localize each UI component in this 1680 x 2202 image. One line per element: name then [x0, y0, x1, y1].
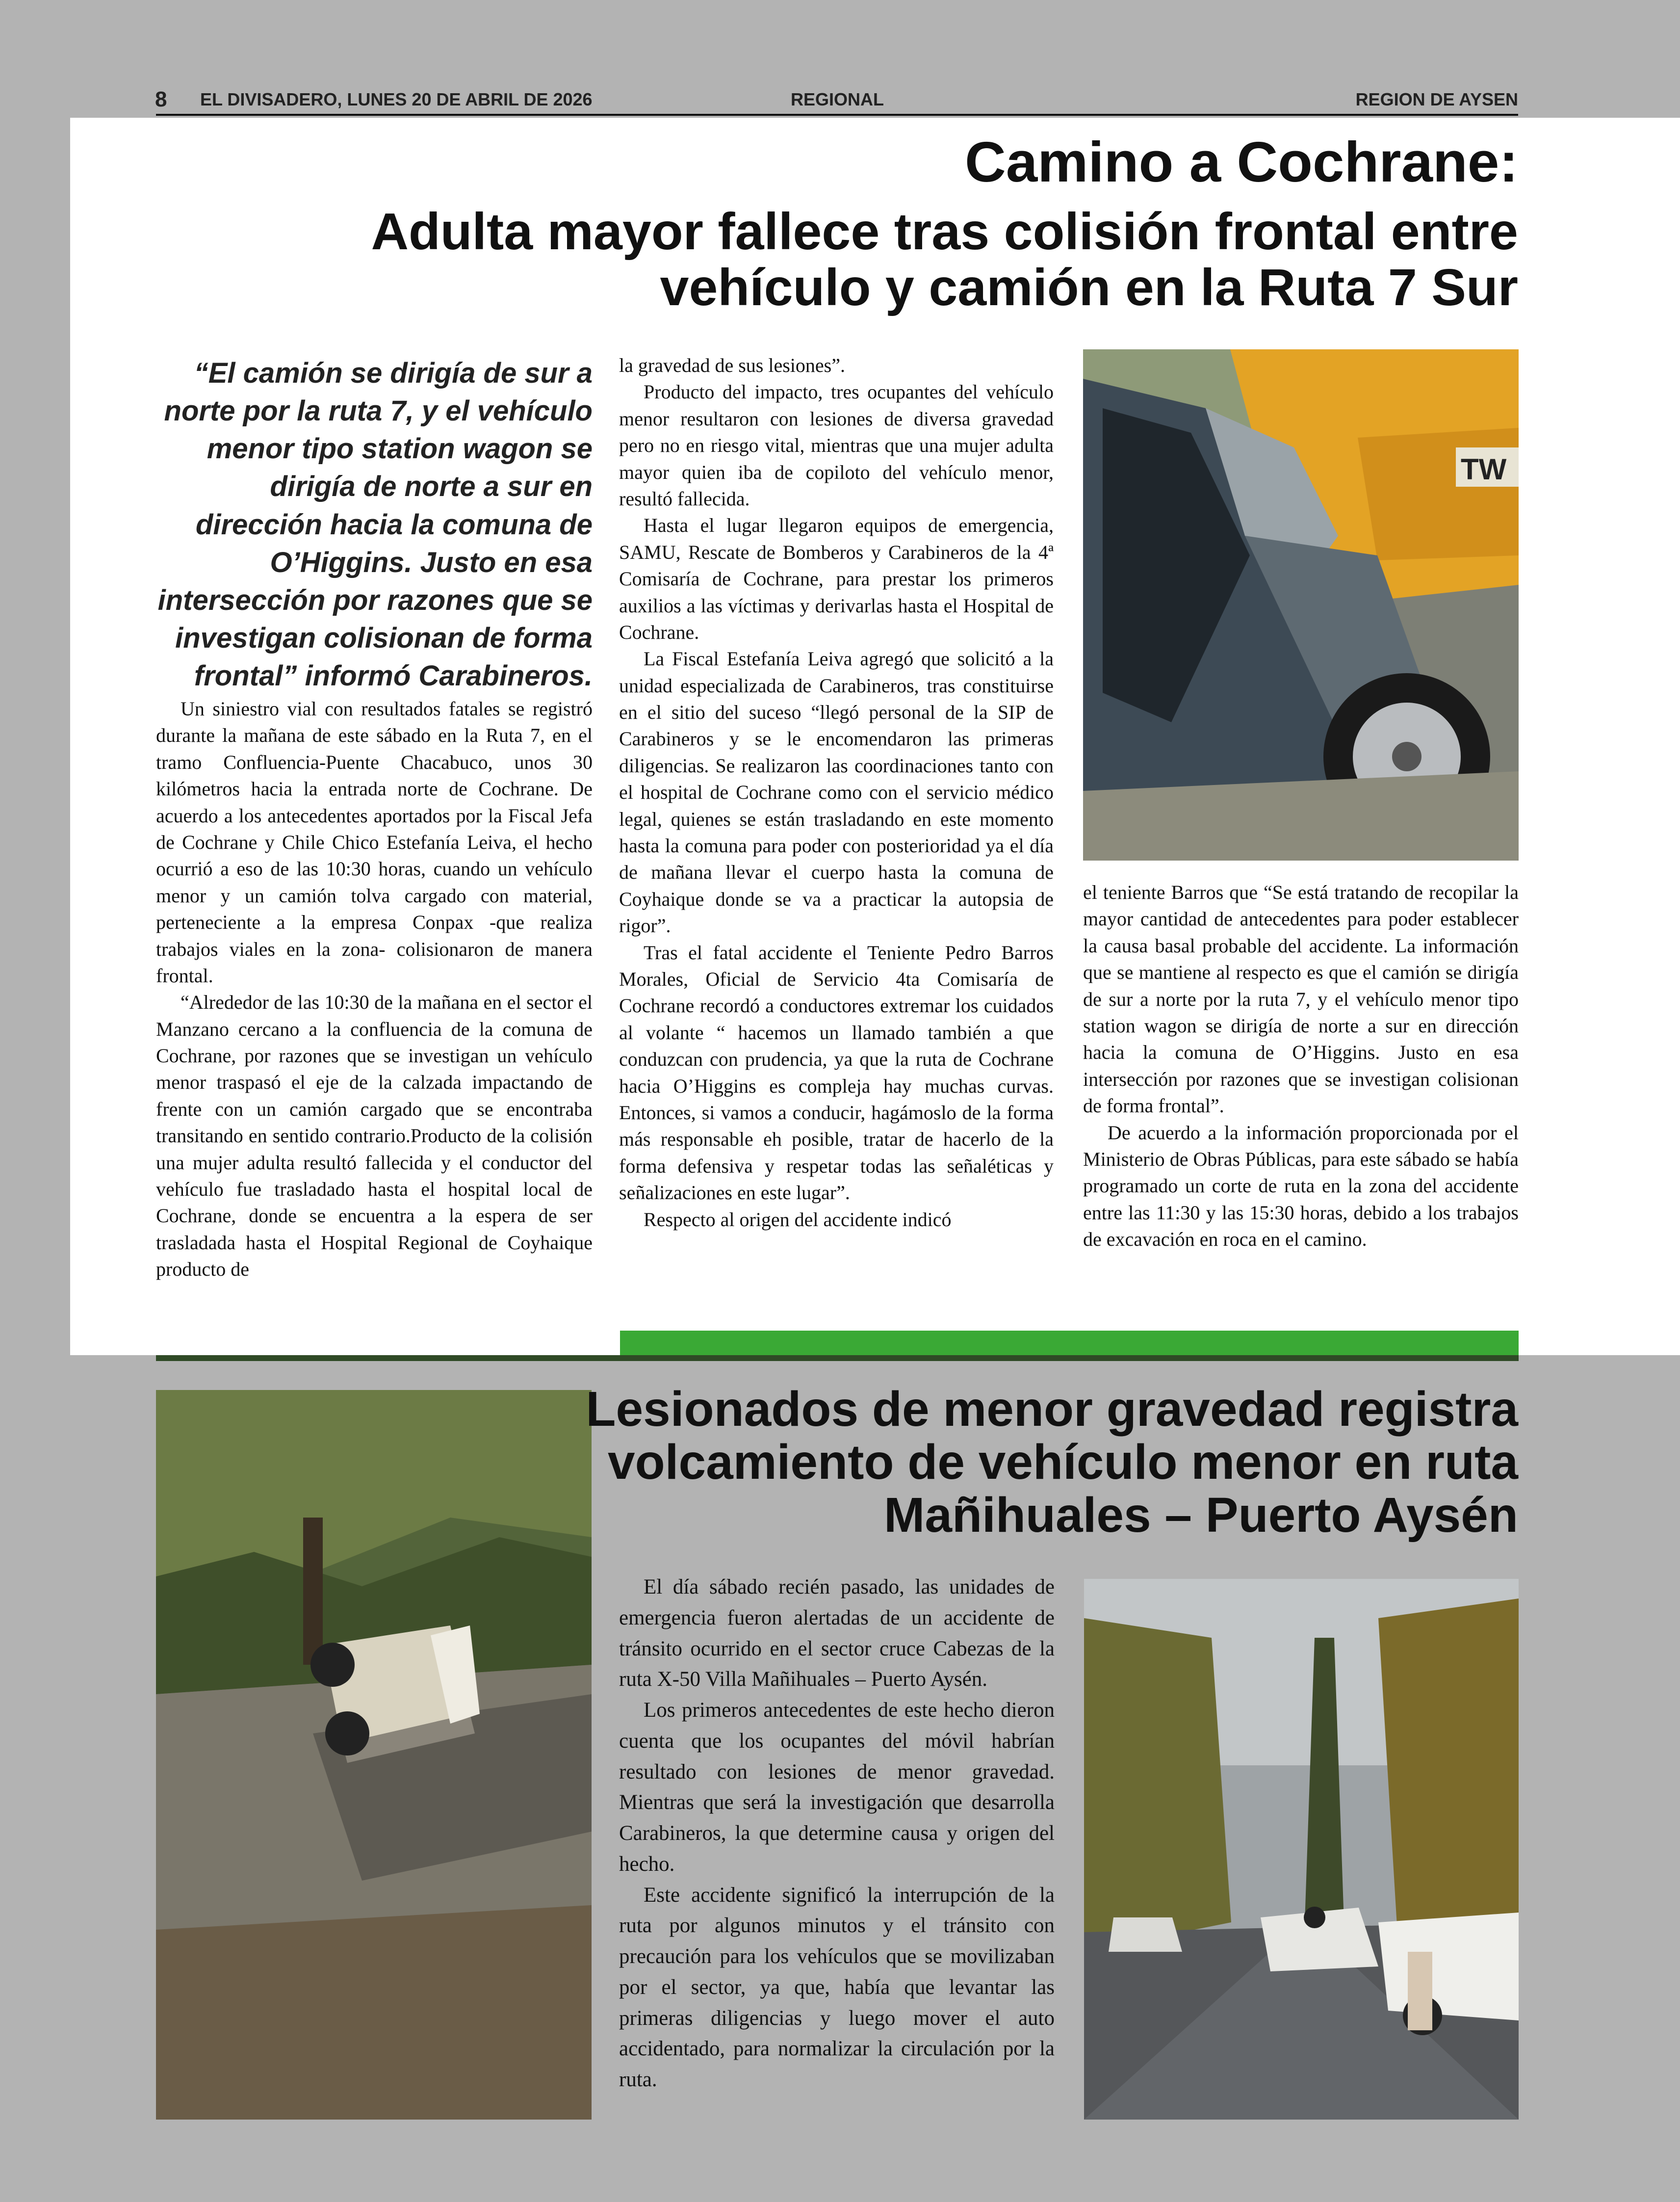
article2-paragraph: Este accidente significó la interrupción de la ruta por algunos minutos y el tránsito con precaución para los vehículos que se movilizaban por el sector, ya que, había que levantar las primeras diligencias y luego mover el auto accidentado, para normalizar la circulación por la ruta.: [619, 1883, 1055, 2092]
region-label: REGION DE AYSEN: [1355, 89, 1518, 109]
article2-paragraph: El día sábado recién pasado, las unidades de emergencia fueron alertadas de un accidente de tránsito ocurrido en el sector cruce Cabezas de la ruta X-50 Villa Mañihuales – Puerto Aysén.: [619, 1575, 1055, 1691]
article1-col2-paragraph: Hasta el lugar llegaron equipos de emergencia, SAMU, Rescate de Bomberos y Carabineros de la 4ª Comisaría de Cochrane, para prestar los primeros auxilios a las víctimas y derivarlas hasta el Hospital de Cochrane.: [619, 514, 1054, 643]
article1-column-1: [156, 696, 593, 1283]
section-label: REGIONAL: [791, 89, 884, 109]
article1-col2-paragraph: Tras el fatal accidente el Teniente Pedro Barros Morales, Oficial de Servicio 4ta Comisaría de Cochrane recordó a conductores extremar los cuidados al volante “ hacemos un llamado también a que conduzcan con prudencia, ya que la ruta de Cochrane hacia O’Higgins es compleja hay muchas curvas. Entonces, si vamos a conducir, hagámoslo de la forma más responsable eh posible, tratar de hacerlo de la forma defensiva y respetar todas las señaléticas y señalizaciones en este lugar”.: [619, 941, 1054, 1204]
publication-date: LUNES 20 DE ABRIL DE 2026: [347, 89, 593, 109]
dark-divider-rule: [156, 1355, 1519, 1361]
crash-truck-photo: [1083, 349, 1519, 861]
article1-headline: [96, 204, 1518, 316]
article2-headline-line1: Lesionados de menor gravedad registra: [586, 1382, 1518, 1437]
article1-col1-paragraph: Un siniestro vial con resultados fatales se registró durante la mañana de este sábado en la Ruta 7, en el tramo Confluencia-Puente Chacabuco, unos 30 kilómetros hacia la entrada norte de Cochrane. De acuerdo a los antecedentes aportados por la Fiscal Jefa de Cochrane y Chile Chico Estefanía Leiva, el hecho ocurrió a eso de las 10:30 horas, cuando un vehículo menor y un camión tolva cargado con material, perteneciente a la empresa Conpax -que realiza trabajos viales en la zona- colisionaron de manera frontal.: [156, 698, 593, 987]
pull-quote: “El camión se dirigía de sur a norte por la ruta 7, y el vehículo menor tipo station wagon se dirigía de norte a sur en dirección hacia la comuna de O’Higgins. Justo en esa intersección por razones que se investigan colisionan de forma frontal” informó Carabineros.: [157, 357, 593, 692]
article1-col1-paragraph: “Alrededor de las 10:30 de la mañana en el sector el Manzano cercano a la confluencia de la comuna de Cochrane, por razones que se investigan un vehículo menor traspasó el eje de la calzada impactando de frente con un camión cargado que se encontraba transitando en sentido contrario.Producto de la colisión una mujer adulta resultó fallecida y el conductor del vehículo fue trasladado hasta el hospital local de Cochrane, donde se encuentra a la espera de ser trasladada hasta el Hospital Regional de Coyhaique producto de: [156, 991, 593, 1281]
article2-headline: [537, 1383, 1518, 1542]
article1-col2-paragraph: Producto del impacto, tres ocupantes del vehículo menor resultaron con lesiones de diversa gravedad pero no en riesgo vital, mientras que una mujer adulta mayor quien iba de copiloto del vehículo menor, resultó fallecida.: [619, 381, 1054, 510]
article1-headline-line1: Adulta mayor fallece tras colisión frontal entre: [371, 203, 1518, 261]
road-scene-photo: [1084, 1579, 1519, 2120]
article1-headline-line2: vehículo y camión en la Ruta 7 Sur: [660, 259, 1518, 317]
article1-col2-paragraph: Respecto al origen del accidente indicó: [644, 1208, 952, 1231]
article1-column-3: [1083, 879, 1519, 1253]
article1-column-2: [619, 352, 1054, 1233]
header-rule: [156, 114, 1518, 116]
article1-col2-paragraph: La Fiscal Estefanía Leiva agregó que solicitó a la unidad especializada de Carabineros, tras constituirse en el sitio del suceso “llegó personal de la SIP de Carabineros y se le encomendaron las primeras diligencias. Se realizaron las coordinaciones tanto con el hospital de Cochrane como con el servicio médico legal, quienes se están trasladando en este momento hasta la comuna para poder con posterioridad ya el día de mañana llevar el cuerpo hasta la comuna de Coyhaique donde se va a practicar la autopsia de rigor”.: [619, 648, 1054, 937]
article1-kicker: Camino a Cochrane:: [965, 130, 1518, 194]
article2-body: [619, 1572, 1055, 2096]
green-divider-bar: [620, 1331, 1519, 1355]
publication-title: EL DIVISADERO,: [200, 89, 342, 109]
article2-headline-line3: Mañihuales – Puerto Aysén: [884, 1488, 1518, 1543]
publication-name: [200, 89, 593, 110]
article1-col3-paragraph: De acuerdo a la información proporcionada por el Ministerio de Obras Públicas, para este sábado se había programado un corte de ruta en la zona del accidente entre las 11:30 y las 15:30 horas, debido a los trabajos de excavación en roca en el camino.: [1083, 1121, 1519, 1251]
overturned-car-photo: [156, 1390, 592, 2120]
article1-col2-paragraph: la gravedad de sus lesiones”.: [619, 354, 845, 376]
article1-col3-paragraph: el teniente Barros que “Se está tratando de recopilar la mayor cantidad de antecedentes para poder establecer la causa basal probable del accidente. La información que se mantiene al respecto es que el camión se dirigía de sur a norte por la ruta 7, y el vehículo menor tipo station wagon se dirigía de norte a sur en dirección hacia la comuna de O’Higgins. Justo en esa intersección por razones que se investigan colisionan de forma frontal”.: [1083, 881, 1519, 1117]
truck-plate-text: TW: [1461, 453, 1507, 486]
page-number: 8: [155, 87, 167, 111]
article2-paragraph: Los primeros antecedentes de este hecho dieron cuenta que los ocupantes del móvil habrían resultado con lesiones de menor gravedad. Mientras que será la investigación que desarrolla Carabineros, la que determine causa y origen del hecho.: [619, 1699, 1055, 1876]
article2-headline-line2: volcamiento de vehículo menor en ruta: [607, 1435, 1518, 1490]
